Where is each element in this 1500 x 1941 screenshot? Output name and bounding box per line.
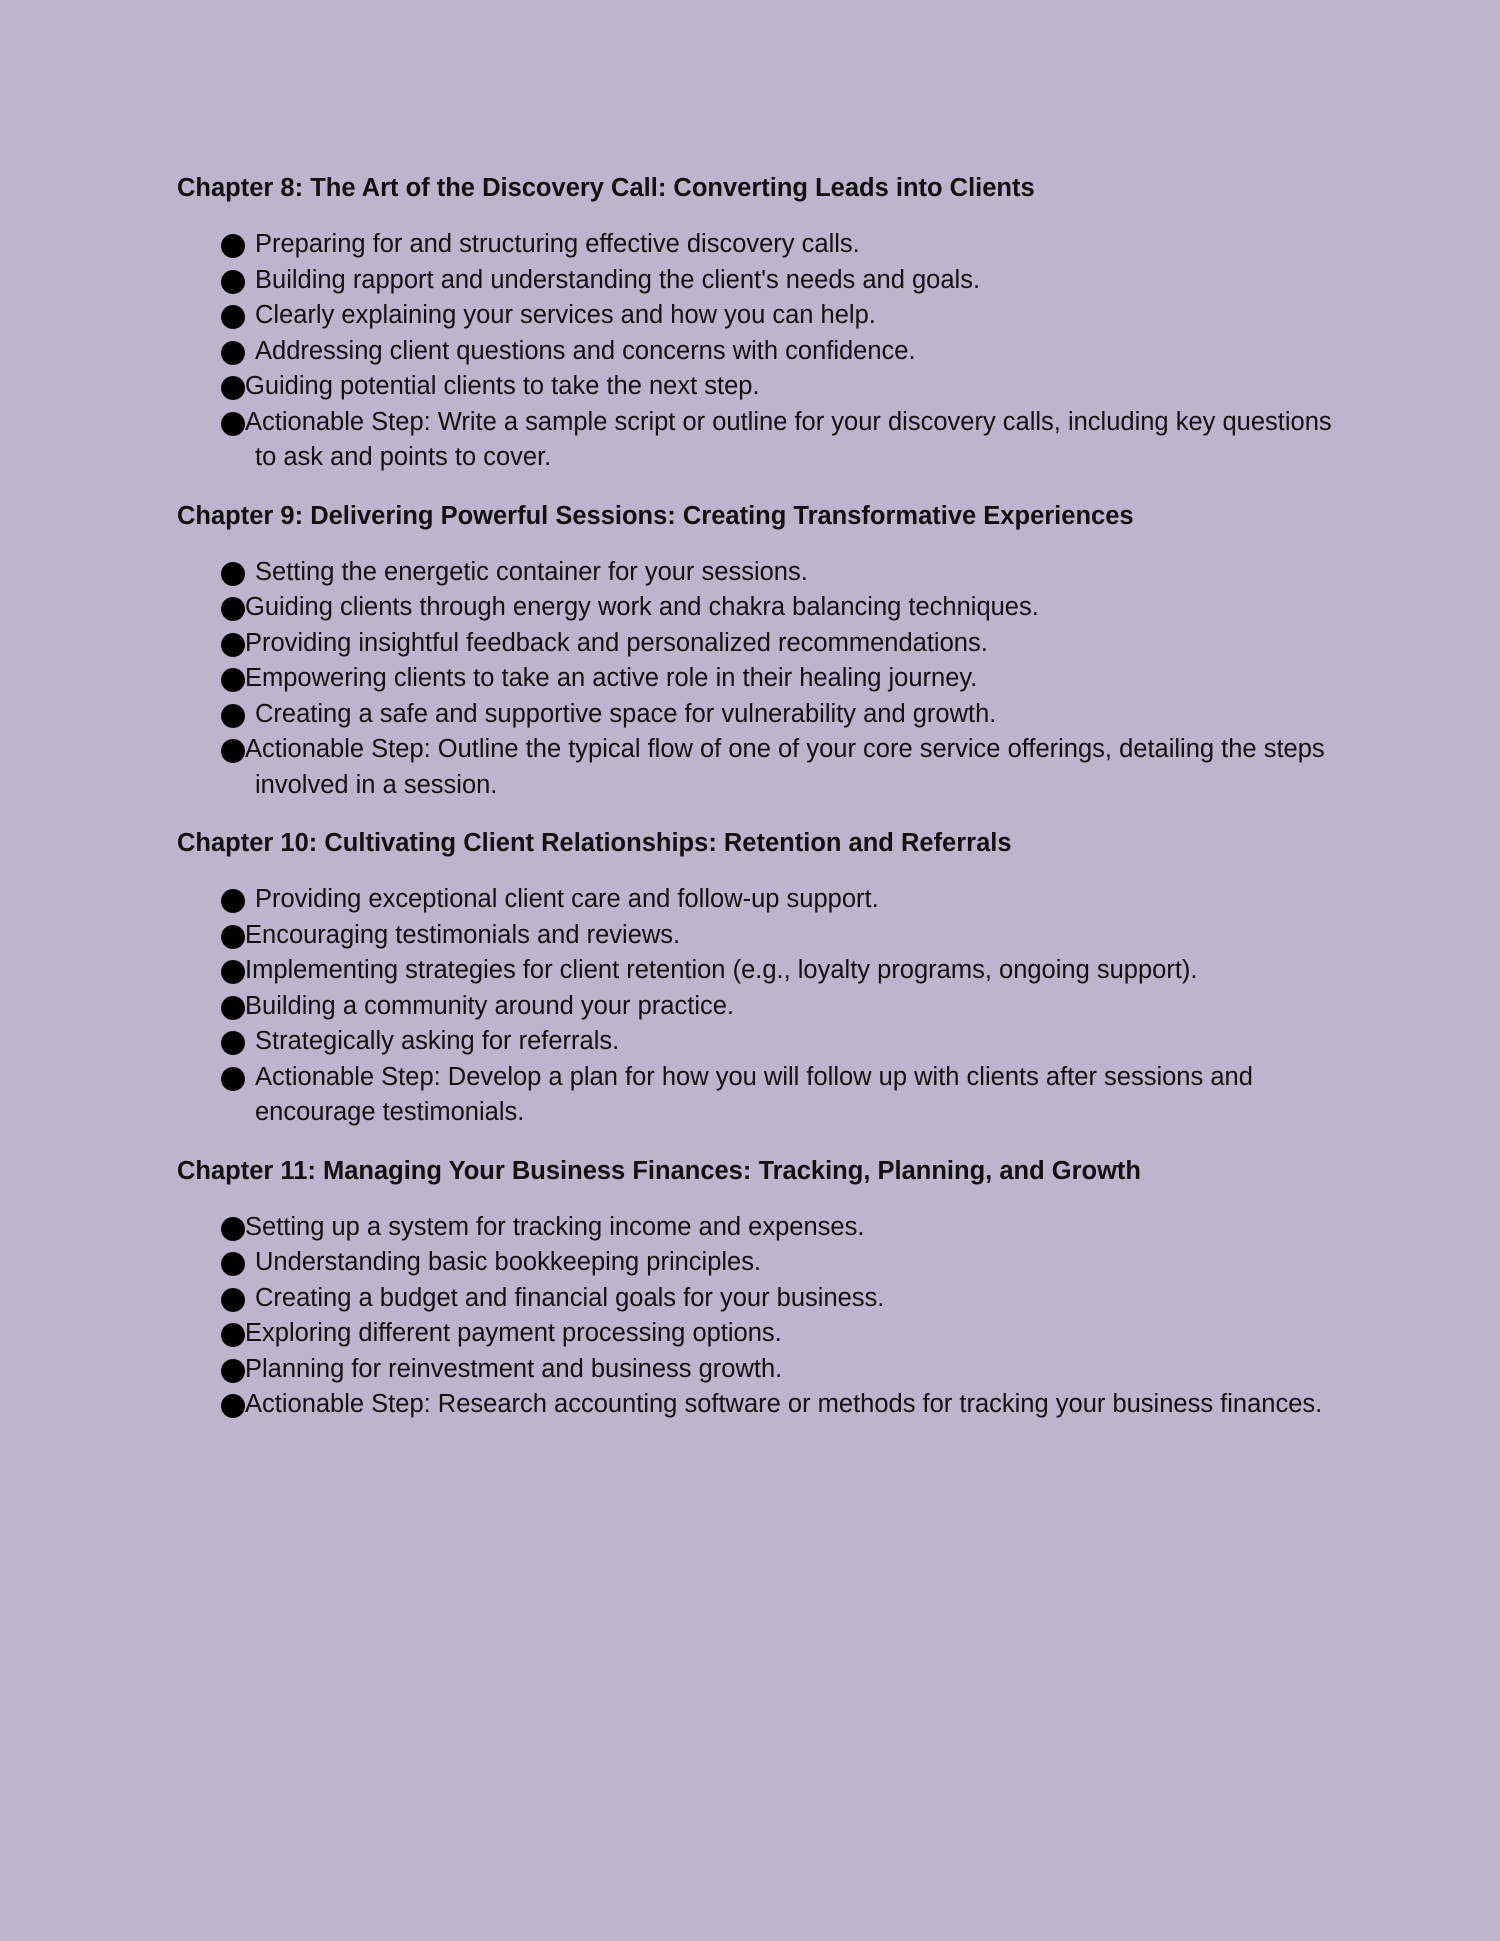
list-item: Guiding potential clients to take the next step. xyxy=(177,369,1350,405)
chapter-8 xyxy=(177,172,1350,476)
bullet-icon xyxy=(221,739,245,763)
bullet-icon xyxy=(221,1217,245,1241)
list-item: Planning for reinvestment and business growth. xyxy=(177,1352,1350,1388)
list-item: Providing exceptional client care and follow-up support. xyxy=(177,882,1350,918)
list-item: Creating a safe and supportive space for vulnerability and growth. xyxy=(177,697,1350,733)
bullet-icon xyxy=(221,960,245,984)
bullet-icon xyxy=(221,597,245,621)
bullet-icon xyxy=(221,412,245,436)
list-item: Implementing strategies for client retention (e.g., loyalty programs, ongoing support). xyxy=(177,953,1350,989)
chapter-10 xyxy=(177,827,1350,1131)
bullet-icon xyxy=(221,1394,245,1418)
list-item: Understanding basic bookkeeping principles. xyxy=(177,1245,1350,1281)
bullet-icon xyxy=(221,562,245,586)
list-item: Empowering clients to take an active role in their healing journey. xyxy=(177,661,1350,697)
list-item: Clearly explaining your services and how you can help. xyxy=(177,298,1350,334)
bullet-icon xyxy=(221,704,245,728)
list-item: Actionable Step: Research accounting software or methods for tracking your business finances. xyxy=(177,1387,1350,1423)
bullet-list xyxy=(177,1210,1350,1423)
list-item: Preparing for and structuring effective discovery calls. xyxy=(177,227,1350,263)
list-item: Exploring different payment processing options. xyxy=(177,1316,1350,1352)
bullet-icon xyxy=(221,270,245,294)
bullet-icon xyxy=(221,889,245,913)
list-item: Addressing client questions and concerns with confidence. xyxy=(177,334,1350,370)
chapter-title: Chapter 10: Cultivating Client Relationships: Retention and Referrals xyxy=(177,829,1012,857)
bullet-icon xyxy=(221,1323,245,1347)
list-item: Creating a budget and financial goals for your business. xyxy=(177,1281,1350,1317)
bullet-icon xyxy=(221,341,245,365)
list-item: Actionable Step: Develop a plan for how you will follow up with clients after sessions and encourage testimonials. xyxy=(177,1060,1350,1131)
bullet-icon xyxy=(221,1252,245,1276)
list-item: Building rapport and understanding the client's needs and goals. xyxy=(177,263,1350,299)
chapter-title: Chapter 8: The Art of the Discovery Call: Converting Leads into Clients xyxy=(177,174,1035,202)
list-item: Setting up a system for tracking income and expenses. xyxy=(177,1210,1350,1246)
chapter-title: Chapter 11: Managing Your Business Finances: Tracking, Planning, and Growth xyxy=(177,1156,1141,1185)
chapter-9 xyxy=(177,500,1350,804)
list-item: Actionable Step: Outline the typical flow of one of your core service offerings, detailing the steps involved in a session. xyxy=(177,732,1350,803)
list-item: Providing insightful feedback and personalized recommendations. xyxy=(177,626,1350,662)
list-item: Guiding clients through energy work and chakra balancing techniques. xyxy=(177,590,1350,626)
list-item: Strategically asking for referrals. xyxy=(177,1024,1350,1060)
bullet-icon xyxy=(221,234,245,258)
list-item: Encouraging testimonials and reviews. xyxy=(177,918,1350,954)
bullet-icon xyxy=(221,305,245,329)
list-item: Actionable Step: Write a sample script or outline for your discovery calls, including key questions to ask and points to cover. xyxy=(177,405,1350,476)
bullet-icon xyxy=(221,668,245,692)
chapter-title: Chapter 9: Delivering Powerful Sessions: Creating Transformative Experiences xyxy=(177,501,1134,530)
bullet-icon xyxy=(221,1359,245,1383)
bullet-icon xyxy=(221,1067,245,1091)
chapter-11 xyxy=(177,1155,1350,1423)
bullet-list xyxy=(177,882,1350,1131)
bullet-icon xyxy=(221,996,245,1020)
bullet-icon xyxy=(221,1288,245,1312)
bullet-list xyxy=(177,227,1350,476)
bullet-icon xyxy=(221,925,245,949)
list-item: Setting the energetic container for your sessions. xyxy=(177,555,1350,591)
bullet-icon xyxy=(221,633,245,657)
bullet-icon xyxy=(221,376,245,400)
list-item: Building a community around your practice. xyxy=(177,989,1350,1025)
bullet-list xyxy=(177,555,1350,804)
bullet-icon xyxy=(221,1031,245,1055)
